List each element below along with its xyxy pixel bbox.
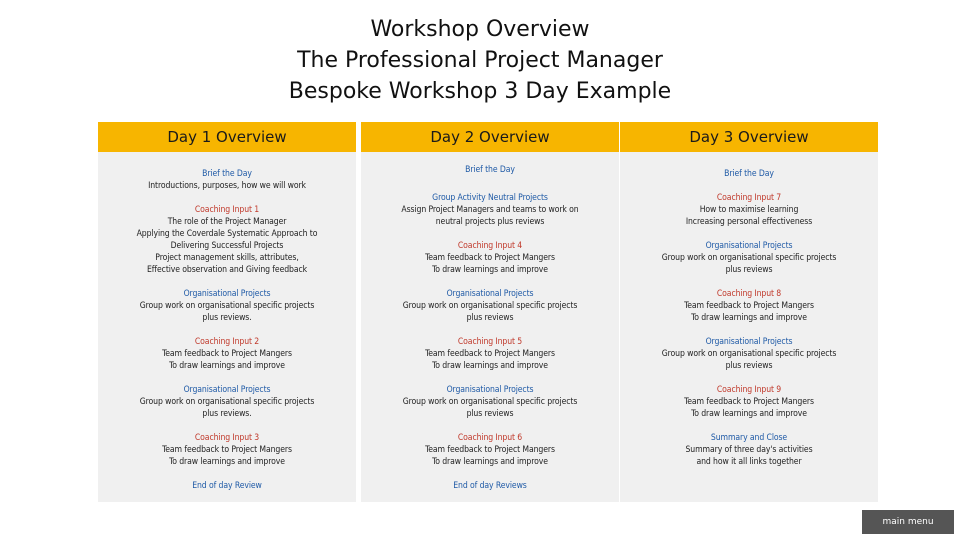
agenda-item-detail: plus reviews (466, 313, 514, 323)
agenda-item-detail: To draw learnings and improve (169, 361, 285, 371)
agenda-item-detail: Team feedback to Project Mangers (684, 397, 814, 407)
agenda-item-detail: Project management skills, attributes, (155, 253, 299, 263)
agenda-item (98, 336, 356, 372)
agenda-item-title: Brief the Day (465, 165, 515, 175)
agenda-item-detail: Applying the Coverdale Systematic Approach to (136, 229, 318, 239)
agenda-item-detail: plus reviews (466, 409, 514, 419)
main-menu-button[interactable]: main menu (862, 510, 954, 534)
agenda-item-detail: Team feedback to Project Mangers (684, 301, 814, 311)
agenda-item (98, 384, 356, 420)
day-3-header: Day 3 Overview (620, 122, 878, 152)
agenda-item-detail: Introductions, purposes, how we will work (148, 181, 306, 191)
agenda-item-detail: neutral projects plus reviews (435, 217, 545, 227)
agenda-item-detail: Delivering Successful Projects (170, 241, 284, 251)
agenda-item-title: Coaching Input 7 (716, 193, 782, 203)
day-1-column (98, 122, 356, 502)
agenda-item-detail: Team feedback to Project Mangers (425, 253, 555, 263)
agenda-item-title: Coaching Input 9 (716, 385, 782, 395)
agenda-item-title: Organisational Projects (183, 289, 271, 299)
agenda-item (620, 432, 878, 468)
agenda-item (361, 240, 619, 276)
agenda-item-title: Coaching Input 1 (194, 205, 260, 215)
agenda-item (98, 168, 356, 192)
agenda-item (620, 288, 878, 324)
day-3-body (620, 152, 878, 502)
agenda-item-title: End of day Reviews (453, 481, 527, 491)
agenda-item (620, 336, 878, 372)
day-3-column (620, 122, 878, 502)
day-2-header: Day 2 Overview (361, 122, 619, 152)
agenda-item-detail: To draw learnings and improve (691, 313, 807, 323)
title-line-2: The Professional Project Manager (297, 48, 663, 73)
agenda-item-title: Coaching Input 2 (194, 337, 260, 347)
agenda-item (361, 432, 619, 468)
agenda-item-title: Coaching Input 3 (194, 433, 260, 443)
agenda-item-title: Summary and Close (710, 433, 788, 443)
agenda-item (361, 384, 619, 420)
agenda-item-detail: To draw learnings and improve (432, 265, 548, 275)
agenda-item-detail: plus reviews (725, 265, 773, 275)
agenda-item-title: Organisational Projects (183, 385, 271, 395)
agenda-item-detail: How to maximise learning (699, 205, 799, 215)
agenda-item (98, 204, 356, 276)
title-line-1: Workshop Overview (370, 17, 590, 42)
agenda-item-detail: Group work on organisational specific projects (402, 397, 578, 407)
agenda-item-title: Coaching Input 5 (457, 337, 523, 347)
agenda-item-detail: To draw learnings and improve (169, 457, 285, 467)
agenda-item-detail: Effective observation and Giving feedback (146, 265, 308, 275)
agenda-item (361, 480, 619, 492)
day-2-column (361, 122, 619, 502)
agenda-item-detail: To draw learnings and improve (691, 409, 807, 419)
agenda-item (620, 192, 878, 228)
agenda-item-detail: Team feedback to Project Mangers (425, 445, 555, 455)
agenda-item-detail: Group work on organisational specific projects (661, 253, 837, 263)
agenda-item-detail: and how it all links together (696, 457, 802, 467)
day-2-body (361, 152, 619, 502)
agenda-item-title: Organisational Projects (705, 241, 793, 251)
agenda-item (98, 432, 356, 468)
agenda-item-title: Coaching Input 4 (457, 241, 523, 251)
agenda-item (361, 164, 619, 176)
agenda-item-detail: Assign Project Managers and teams to work on (401, 205, 579, 215)
agenda-item-title: Organisational Projects (705, 337, 793, 347)
agenda-item-title: Brief the Day (202, 169, 252, 179)
day-1-body (98, 152, 356, 502)
agenda-item-detail: To draw learnings and improve (432, 457, 548, 467)
agenda-item (361, 336, 619, 372)
agenda-item-title: Organisational Projects (446, 289, 534, 299)
agenda-item-detail: Group work on organisational specific projects (139, 301, 315, 311)
page-title (0, 14, 960, 107)
agenda-item-detail: plus reviews. (202, 313, 252, 323)
agenda-item-detail: Team feedback to Project Mangers (162, 445, 292, 455)
agenda-item-detail: Increasing personal effectiveness (685, 217, 813, 227)
title-line-3: Bespoke Workshop 3 Day Example (288, 79, 672, 104)
agenda-item-detail: plus reviews. (202, 409, 252, 419)
agenda-item-title: Organisational Projects (446, 385, 534, 395)
agenda-item-detail: Summary of three day's activities (685, 445, 813, 455)
agenda-item-detail: To draw learnings and improve (432, 361, 548, 371)
agenda-item (620, 168, 878, 180)
agenda-item (98, 288, 356, 324)
agenda-item-title: End of day Review (192, 481, 262, 491)
agenda-item-detail: Team feedback to Project Mangers (425, 349, 555, 359)
agenda-item (620, 384, 878, 420)
agenda-item-detail: The role of the Project Manager (167, 217, 287, 227)
agenda-item-detail: Group work on organisational specific projects (402, 301, 578, 311)
agenda-item-detail: Group work on organisational specific projects (661, 349, 837, 359)
agenda-item-title: Brief the Day (724, 169, 774, 179)
agenda-item-title: Group Activity Neutral Projects (432, 193, 548, 203)
agenda-item-detail: Group work on organisational specific projects (139, 397, 315, 407)
agenda-item (361, 288, 619, 324)
agenda-item (620, 240, 878, 276)
agenda-item (98, 480, 356, 492)
agenda-item-detail: Team feedback to Project Mangers (162, 349, 292, 359)
agenda-item-title: Coaching Input 8 (716, 289, 782, 299)
agenda-item (361, 192, 619, 228)
day-1-header: Day 1 Overview (98, 122, 356, 152)
agenda-item-title: Coaching Input 6 (457, 433, 523, 443)
agenda-item-detail: plus reviews (725, 361, 773, 371)
